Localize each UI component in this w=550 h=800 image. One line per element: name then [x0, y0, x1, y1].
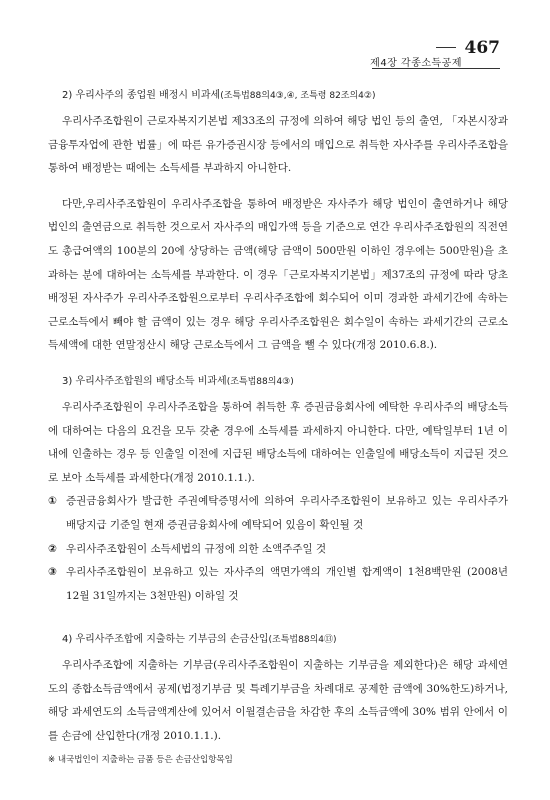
footnote: ※ 내국법인이 지출하는 금품 등은 손금산입항목임: [48, 754, 233, 765]
page-number: 467: [464, 38, 500, 58]
section-heading: [62, 372, 508, 387]
chapter-title: 제4장 각종소득공제: [370, 58, 462, 69]
item-text: 우리사주조합원이 소득세법의 규정에 의한 소액주주일 것: [66, 542, 327, 555]
section-4: [48, 630, 508, 764]
section-reference: (조특법88의4③): [226, 376, 294, 387]
header-rule-bottom: [372, 68, 500, 69]
paragraph-text: 다만,우리사주조합원이 우리사주조합을 통하여 배정받은 자사주가 해당 법인이 출연하거나 해당 법인의 출연금으로 취득한 것으로서 자사주의 매입가액 등을 기준으로 연간 우리사주조합원의 직전연도 총급여액의 100분의 20에 상당하는 금액(해당 금액이 500만원 이하인 경우에는 500만원)을 초과하는 분에 대하여는 소득세를 부과한다. 이 경우「근로자복지기본법」제37조의 규정에 따라 당초 배정된 자사주가 우리사주조합원으로부터 우리사주조합에 회수되어 이미 경과한 과세기간에 속하는 근로소득에서 빼야 할 금액이 있는 경우 해당 우리사주조합원은 회수일이 속하는 과세기간의 근로소득세액에 대한 연말정산시 해당 근로소득에서 그 금액을 뺄 수 있다(개정 2010.6.8.).: [48, 197, 508, 352]
item-number: ①: [48, 495, 57, 508]
page-content: [48, 86, 508, 765]
section-heading-text: 3) 우리사주조합원의 배당소득 비과세: [62, 375, 227, 387]
section-heading-text: 2) 우리사주의 종업원 배정시 비과세: [62, 90, 221, 101]
item-text: 증권금융회사가 발급한 주권예탁증명서에 의하여 우리사주조합원이 보유하고 있는 우리사주가 배당지급 기준일 현재 증권금융회사에 예탁되어 있음이 확인될 것: [66, 495, 508, 531]
paragraph: [48, 396, 508, 490]
section-reference: (조특법88의4⑬): [268, 635, 337, 646]
paragraph: [48, 193, 508, 358]
list-item: [48, 538, 508, 562]
section-heading: [62, 630, 508, 645]
list-item: [48, 561, 508, 608]
list-item: [48, 490, 508, 537]
section-heading-text: 4) 우리사주조합에 지출하는 기부금의 손금산입: [62, 634, 269, 646]
item-text: 우리사주조합원이 보유하고 있는 자사주의 액면가액의 개인별 합계액이 1천8백만원 (2008년 12월 31일까지는 3천만원) 이하일 것: [66, 566, 508, 602]
header-rule-top: [436, 47, 456, 48]
paragraph: [48, 110, 508, 181]
section-2: [48, 86, 508, 358]
section-3: [48, 372, 508, 608]
item-number: ③: [48, 566, 57, 579]
paragraph-text: 우리사주조합에 지출하는 기부금(우리사주조합원이 지출하는 기부금을 제외한다)은 해당 과세연도의 종합소득금액에서 공제(법정기부금 및 특례기부금을 차례대로 공제한 금액에 30%한도)하거나, 해당 과세연도의 소득금액계산에 있어서 이월결손금을 차감한 후의 소득금액에 30% 범위 안에서 이를 손금에 산입한다(개정 2010.1.1.).: [48, 659, 508, 743]
paragraph-text: 우리사주조합원이 근로자복지기본법 제33조의 규정에 의하여 해당 법인 등의 출연, 「자본시장과 금융투자업에 관한 법률」에 따른 유가증권시장 등에서의 매입으로 취득한 자사주를 우리사주조합을 통하여 배정받는 때에는 소득세를 부과하지 아니한다.: [48, 115, 508, 175]
page-header: [0, 36, 550, 69]
paragraph-text: 우리사주조합원이 우리사주조합을 통하여 취득한 후 증권금융회사에 예탁한 우리사주의 배당소득에 대하여는 다음의 요건을 모두 갖춘 경우에 소득세를 과세하지 아니한다. 다만, 예탁일부터 1년 이내에 인출하는 경우 등 인출일 이전에 지급된 배당소득에 대하여는 인출일에 배당소득이 지급된 것으로 보아 소득세를 과세한다(개정 2010.1.1.).: [48, 400, 508, 484]
section-reference: (조특법88의4③,④, 조특령 82조의4②): [220, 91, 376, 101]
item-number: ②: [48, 542, 57, 555]
section-heading: [62, 86, 508, 101]
paragraph: [48, 654, 508, 748]
